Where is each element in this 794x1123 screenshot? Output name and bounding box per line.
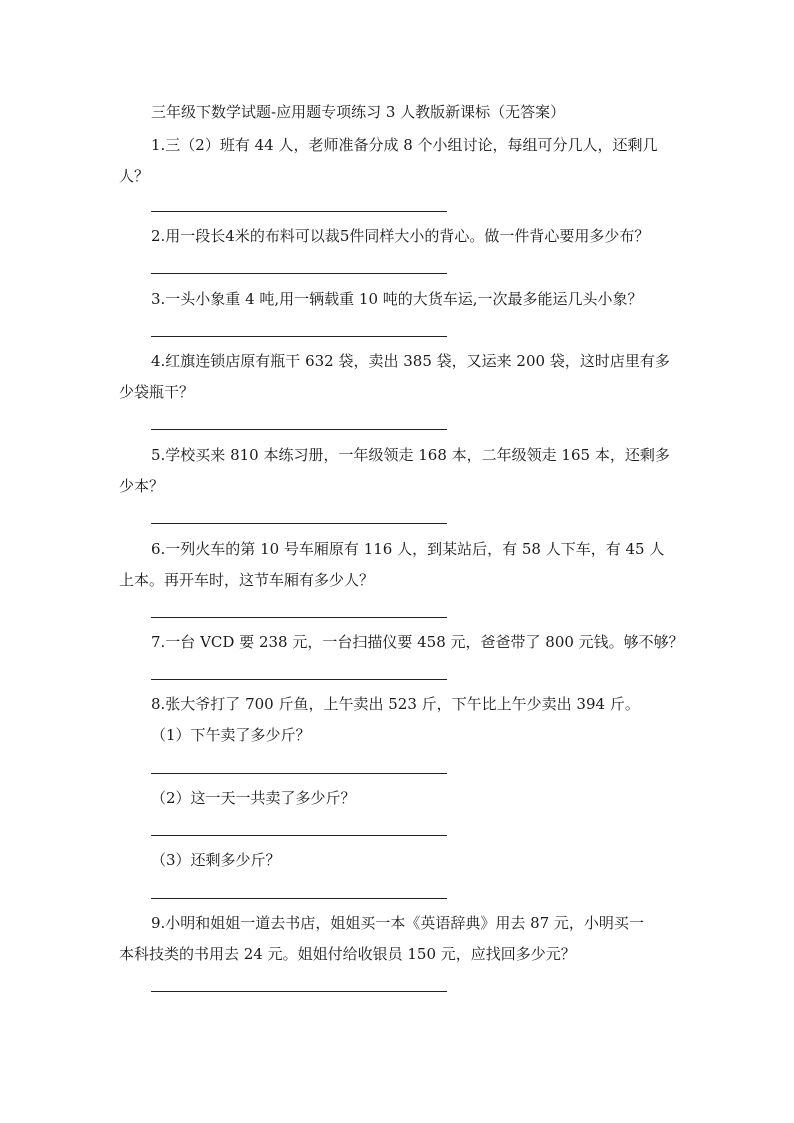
sub-question-2: （2）这一天一共卖了多少斤？	[151, 789, 356, 807]
answer-line[interactable]	[151, 898, 447, 899]
question-text: 2.用一段长4米的布料可以裁5件同样大小的背心。做一件背心要用多少布？	[151, 227, 650, 245]
question-2	[119, 221, 679, 252]
answer-line[interactable]	[151, 273, 447, 274]
answer-line[interactable]	[151, 991, 447, 992]
question-text: 8.张大爷打了 700 斤鱼，上午卖出 523 斤，下午比上午少卖出 394 斤。	[151, 695, 640, 713]
question-1	[119, 130, 679, 192]
question-text: 1.三（2）班有 44 人，老师准备分成 8 个小组讨论，每组可分几人，还剩几	[151, 136, 658, 154]
answer-line[interactable]	[151, 679, 447, 680]
question-text: 5.学校买来 810 本练习册，一年级领走 168 本，二年级领走 165 本，还剩多	[151, 446, 670, 464]
question-text: 9.小明和姐姐一道去书店，姐姐买一本《英语辞典》用去 87 元，小明买一	[151, 914, 644, 932]
answer-line[interactable]	[151, 773, 447, 774]
answer-line[interactable]	[151, 429, 447, 430]
answer-line[interactable]	[151, 835, 447, 836]
question-8	[119, 689, 679, 720]
question-9	[119, 908, 679, 970]
question-6	[119, 534, 679, 596]
page-title: 三年级下数学试题-应用题专项练习 3 人教版新课标（无答案）	[151, 103, 566, 121]
answer-line[interactable]	[151, 617, 447, 618]
question-text: 4.红旗连锁店原有瓶干 632 袋，卖出 385 袋，又运来 200 袋，这时店里有多	[151, 352, 670, 370]
question-text: 3.一头小象重 4 吨,用一辆载重 10 吨的大货车运,一次最多能运几头小象？	[151, 290, 643, 308]
sub-question-1: （1）下午卖了多少斤？	[151, 726, 311, 744]
question-text-cont: 人？	[119, 167, 150, 185]
question-text: 6.一列火车的第 10 号车厢原有 116 人，到某站后，有 58 人下车，有 45 人	[151, 540, 665, 558]
question-7	[119, 627, 684, 658]
question-5	[119, 440, 679, 502]
answer-line[interactable]	[151, 211, 447, 212]
question-4	[119, 346, 679, 408]
answer-line[interactable]	[151, 523, 447, 524]
question-3	[119, 284, 679, 315]
question-text-cont: 上本。再开车时，这节车厢有多少人？	[119, 571, 375, 589]
question-text: 7.一台 VCD 要 238 元，一台扫描仪要 458 元，爸爸带了 800 元钱。够不够？	[151, 633, 684, 651]
sub-question-3: （3）还剩多少斤？	[151, 851, 281, 869]
answer-line[interactable]	[151, 336, 447, 337]
question-text-cont: 少袋瓶干？	[119, 383, 195, 401]
question-text-cont: 少本？	[119, 477, 165, 495]
question-text-cont: 本科技类的书用去 24 元。姐姐付给收银员 150 元，应找回多少元？	[119, 945, 576, 963]
